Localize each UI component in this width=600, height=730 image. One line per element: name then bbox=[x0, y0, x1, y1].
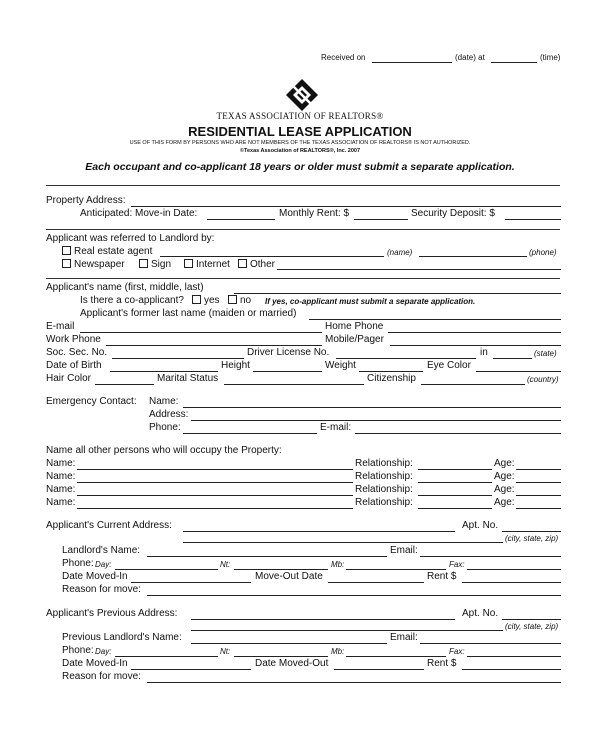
received-on-label: Received on bbox=[321, 53, 366, 62]
date-moved-in-label: Date Moved-In bbox=[62, 571, 128, 582]
previous-phone-label: Phone: bbox=[62, 645, 94, 656]
eye-color-label: Eye Color bbox=[427, 360, 471, 371]
weight-field[interactable] bbox=[359, 371, 423, 372]
night-phone-field[interactable] bbox=[234, 656, 328, 657]
occupant-age-label: Age: bbox=[494, 458, 515, 469]
previous-landlord-field[interactable] bbox=[191, 643, 387, 644]
marital-status-label: Marital Status bbox=[157, 373, 219, 384]
former-name-field[interactable] bbox=[309, 319, 561, 320]
previous-reason-label: Reason for move: bbox=[62, 671, 141, 682]
occupant-relationship-label: Relationship: bbox=[355, 497, 413, 508]
movein-date-label: Anticipated: Move-in Date: bbox=[80, 208, 198, 219]
day-phone-field[interactable] bbox=[115, 656, 218, 657]
occupant-name-label: Name: bbox=[46, 471, 76, 482]
current-address-label: Applicant's Current Address: bbox=[46, 520, 172, 531]
email-field[interactable] bbox=[80, 332, 322, 333]
referral-internet-option[interactable]: Internet bbox=[184, 259, 230, 270]
occupant-age-field[interactable] bbox=[516, 495, 561, 496]
referral-agent-option[interactable]: Real estate agent bbox=[62, 246, 152, 257]
checkbox-icon bbox=[228, 295, 237, 304]
property-address-label: Property Address: bbox=[46, 195, 126, 206]
work-phone-field[interactable] bbox=[106, 345, 322, 346]
day-label: Day: bbox=[95, 560, 112, 569]
occupants-label: Name all other persons who will occupy the Property: bbox=[46, 445, 282, 456]
occupant-name-field[interactable] bbox=[77, 508, 353, 509]
date-moved-in-field[interactable] bbox=[131, 582, 251, 583]
applicant-name-label: Applicant's name (first, middle, last) bbox=[46, 282, 204, 293]
checkbox-icon bbox=[62, 259, 71, 268]
fax-label: Fax: bbox=[449, 647, 465, 656]
previous-reason-field[interactable] bbox=[147, 682, 561, 683]
previous-apt-field[interactable] bbox=[502, 619, 561, 620]
mobile-label: Mobile/Pager bbox=[325, 334, 384, 345]
occupant-relationship-field[interactable] bbox=[418, 495, 492, 496]
previous-landlord-label: Previous Landlord's Name: bbox=[62, 632, 182, 643]
hair-color-label: Hair Color bbox=[46, 373, 92, 384]
occupant-name-label: Name: bbox=[46, 497, 76, 508]
dob-field[interactable] bbox=[110, 371, 218, 372]
citizenship-label: Citizenship bbox=[367, 373, 416, 384]
previous-rent-field[interactable] bbox=[462, 669, 561, 670]
previous-moved-in-field[interactable] bbox=[131, 669, 251, 670]
received-date-field[interactable] bbox=[372, 62, 452, 63]
work-phone-label: Work Phone bbox=[46, 334, 101, 345]
emergency-email-label: E-mail: bbox=[320, 422, 352, 433]
emergency-phone-field[interactable] bbox=[183, 433, 317, 434]
mobile-phone-field[interactable] bbox=[346, 569, 446, 570]
applicant-name-field[interactable] bbox=[234, 293, 561, 294]
coapplicant-note: If yes, co-applicant must submit a separate application. bbox=[265, 297, 476, 306]
agent-phone-field[interactable] bbox=[419, 256, 527, 257]
height-field[interactable] bbox=[253, 371, 322, 372]
reason-field[interactable] bbox=[147, 595, 561, 596]
occupant-age-field[interactable] bbox=[516, 469, 561, 470]
occupant-relationship-label: Relationship: bbox=[355, 458, 413, 469]
org-name: TEXAS ASSOCIATION OF REALTORS® bbox=[216, 111, 384, 121]
email-label: E-mail bbox=[46, 321, 75, 332]
hair-color-field[interactable] bbox=[95, 384, 154, 385]
referral-label: Applicant was referred to Landlord by: bbox=[46, 233, 215, 244]
emergency-label: Emergency Contact: bbox=[46, 396, 137, 407]
occupant-age-label: Age: bbox=[494, 484, 515, 495]
coapplicant-no-option[interactable]: no bbox=[228, 295, 251, 306]
emergency-email-field[interactable] bbox=[355, 433, 561, 434]
move-out-date-label: Move-Out Date bbox=[255, 571, 323, 582]
instruction: Each occupant and co-applicant 18 years or older must submit a separate application. bbox=[85, 161, 515, 173]
fax-label: Fax: bbox=[449, 560, 465, 569]
occupant-relationship-field[interactable] bbox=[418, 508, 492, 509]
checkbox-icon bbox=[184, 259, 193, 268]
move-out-date-field[interactable] bbox=[328, 582, 424, 583]
security-deposit-field[interactable] bbox=[505, 219, 561, 220]
emergency-name-field[interactable] bbox=[183, 407, 561, 408]
landlord-name-label: Landlord's Name: bbox=[62, 545, 141, 556]
previous-landlord-email-label: Email: bbox=[390, 632, 418, 643]
checkbox-icon bbox=[238, 259, 247, 268]
tar-logo-icon bbox=[285, 78, 319, 112]
property-address-field[interactable] bbox=[131, 206, 561, 207]
checkbox-icon bbox=[192, 295, 201, 304]
coapplicant-question: Is there a co-applicant? bbox=[80, 295, 184, 306]
landlord-email-field[interactable] bbox=[420, 556, 561, 557]
fax-field[interactable] bbox=[467, 656, 561, 657]
landlord-phone-label: Phone: bbox=[62, 558, 94, 569]
received-time-field[interactable] bbox=[491, 62, 537, 63]
monthly-rent-field[interactable] bbox=[354, 219, 408, 220]
occupant-age-field[interactable] bbox=[516, 508, 561, 509]
occupant-name-label: Name: bbox=[46, 484, 76, 495]
occupant-age-field[interactable] bbox=[516, 482, 561, 483]
dl-in-label: in bbox=[480, 347, 488, 358]
checkbox-icon bbox=[139, 259, 148, 268]
movein-date-field[interactable] bbox=[207, 219, 275, 220]
emergency-name-label: Name: bbox=[149, 396, 179, 407]
fax-field[interactable] bbox=[467, 569, 561, 570]
divider bbox=[46, 185, 560, 186]
checkbox-icon bbox=[62, 246, 71, 255]
occupant-relationship-field[interactable] bbox=[418, 482, 492, 483]
day-phone-field[interactable] bbox=[115, 569, 218, 570]
time-label: (time) bbox=[540, 53, 561, 62]
night-phone-field[interactable] bbox=[234, 569, 328, 570]
divider bbox=[46, 229, 560, 230]
occupant-age-label: Age: bbox=[494, 471, 515, 482]
occupant-relationship-label: Relationship: bbox=[355, 484, 413, 495]
occupant-age-label: Age: bbox=[494, 497, 515, 508]
night-label: Nt: bbox=[220, 647, 231, 656]
occupant-name-field[interactable] bbox=[77, 482, 353, 483]
current-address-field[interactable] bbox=[183, 531, 455, 532]
current-apt-label: Apt. No. bbox=[462, 520, 499, 531]
country-hint: (country) bbox=[527, 375, 559, 384]
previous-rent-label: Rent $ bbox=[427, 658, 457, 669]
height-label: Height bbox=[221, 360, 250, 371]
occupant-name-field[interactable] bbox=[77, 495, 353, 496]
referral-other-option[interactable]: Other bbox=[238, 259, 275, 270]
dl-state-field[interactable] bbox=[493, 358, 532, 359]
landlord-name-field[interactable] bbox=[147, 556, 387, 557]
mobile-phone-label: Mb: bbox=[331, 560, 345, 569]
current-city-field[interactable] bbox=[183, 542, 503, 543]
referral-newspaper-option[interactable]: Newspaper bbox=[62, 259, 125, 270]
previous-moved-in-label: Date Moved-In bbox=[62, 658, 128, 669]
phone-hint: (phone) bbox=[529, 248, 557, 257]
referral-sign-option[interactable]: Sign bbox=[139, 259, 171, 270]
dob-label: Date of Birth bbox=[46, 360, 102, 371]
monthly-rent-label: Monthly Rent: $ bbox=[279, 208, 350, 219]
home-phone-field[interactable] bbox=[388, 332, 561, 333]
dl-field[interactable] bbox=[336, 358, 476, 359]
day-label: Day: bbox=[95, 647, 112, 656]
previous-address-field[interactable] bbox=[191, 619, 455, 620]
previous-address-label: Applicant's Previous Address: bbox=[46, 608, 178, 619]
landlord-email-label: Email: bbox=[390, 545, 418, 556]
ssn-label: Soc. Sec. No. bbox=[46, 347, 108, 358]
city-hint: (city, state, zip) bbox=[505, 622, 559, 631]
copyright: ©Texas Association of REALTORS®, Inc. 2007 bbox=[239, 148, 361, 154]
reason-label: Reason for move: bbox=[62, 584, 141, 595]
occupant-name-field[interactable] bbox=[77, 469, 353, 470]
previous-landlord-email-field[interactable] bbox=[420, 643, 561, 644]
previous-moved-out-label: Date Moved-Out bbox=[255, 658, 329, 669]
mobile-field[interactable] bbox=[390, 345, 561, 346]
occupant-name-label: Name: bbox=[46, 458, 76, 469]
name-hint: (name) bbox=[387, 248, 413, 257]
former-name-label: Applicant's former last name (maiden or married) bbox=[80, 308, 297, 319]
occupant-relationship-label: Relationship: bbox=[355, 471, 413, 482]
divider bbox=[46, 278, 560, 279]
coapplicant-yes-option[interactable]: yes bbox=[192, 295, 220, 306]
state-hint: (state) bbox=[534, 349, 557, 358]
current-apt-field[interactable] bbox=[502, 531, 561, 532]
date-at-label: (date) at bbox=[455, 53, 485, 62]
previous-moved-out-field[interactable] bbox=[334, 669, 424, 670]
emergency-phone-label: Phone: bbox=[149, 422, 181, 433]
rent-label: Rent $ bbox=[427, 571, 457, 582]
disclaimer: USE OF THIS FORM BY PERSONS WHO ARE NOT MEMBERS OF THE TEXAS ASSOCIATION OF REALTORS® IS NOT AUTHORIZED. bbox=[129, 140, 471, 146]
mobile-phone-field[interactable] bbox=[346, 656, 446, 657]
eye-color-field[interactable] bbox=[476, 371, 561, 372]
rent-field[interactable] bbox=[462, 582, 561, 583]
mobile-phone-label: Mb: bbox=[331, 647, 345, 656]
emergency-address-label: Address: bbox=[149, 409, 189, 420]
citizenship-field[interactable] bbox=[421, 384, 525, 385]
weight-label: Weight bbox=[325, 360, 356, 371]
ssn-field[interactable] bbox=[112, 358, 244, 359]
occupant-relationship-field[interactable] bbox=[418, 469, 492, 470]
emergency-address-field[interactable] bbox=[191, 420, 561, 421]
city-hint: (city, state, zip) bbox=[505, 534, 559, 543]
security-deposit-label: Security Deposit: $ bbox=[411, 208, 495, 219]
night-label: Nt: bbox=[220, 560, 231, 569]
dl-label: Driver License No. bbox=[247, 347, 330, 358]
previous-city-field[interactable] bbox=[191, 630, 503, 631]
marital-status-field[interactable] bbox=[224, 384, 364, 385]
form-title: RESIDENTIAL LEASE APPLICATION bbox=[188, 124, 412, 139]
previous-apt-label: Apt. No. bbox=[462, 608, 499, 619]
home-phone-label: Home Phone bbox=[325, 321, 384, 332]
referral-other-field[interactable] bbox=[277, 269, 561, 270]
agent-name-field[interactable] bbox=[160, 256, 384, 257]
